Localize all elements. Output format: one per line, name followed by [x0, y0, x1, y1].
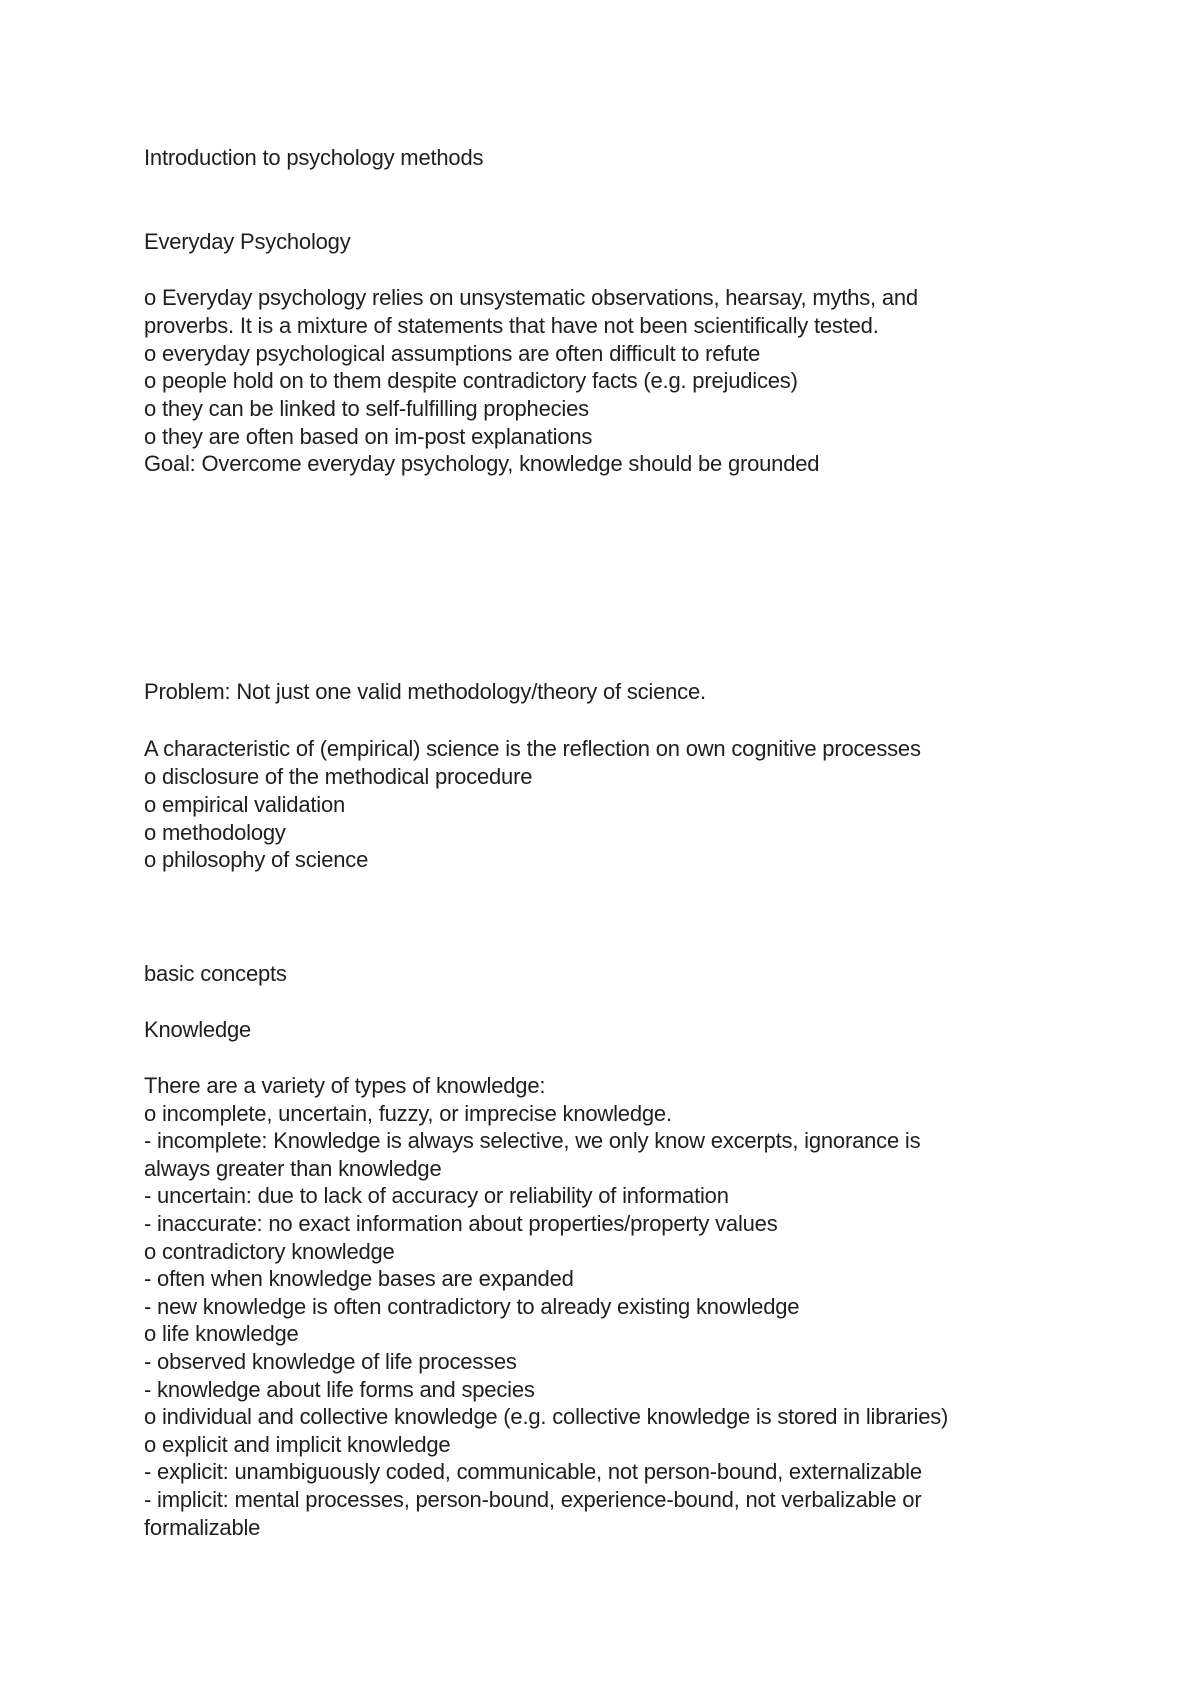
problem-statement: Problem: Not just one valid methodology/theory of science. [144, 679, 706, 704]
document-title: Introduction to psychology methods [144, 145, 484, 170]
text-line: o individual and collective knowledge (e.g. collective knowledge is stored in libraries) [144, 1404, 949, 1429]
text-line: - observed knowledge of life processes [144, 1349, 517, 1374]
text-line: o philosophy of science [144, 847, 369, 872]
section-heading-everyday-psychology: Everyday Psychology [144, 229, 351, 254]
text-line: o Everyday psychology relies on unsystematic observations, hearsay, myths, and [144, 285, 918, 310]
section-heading-basic-concepts: basic concepts [144, 961, 287, 986]
text-line: o they can be linked to self-fulfilling prophecies [144, 396, 589, 421]
subheading-knowledge: Knowledge [144, 1017, 252, 1042]
text-line: - uncertain: due to lack of accuracy or reliability of information [144, 1183, 729, 1208]
text-line: o people hold on to them despite contradictory facts (e.g. prejudices) [144, 368, 798, 393]
text-line: There are a variety of types of knowledge: [144, 1073, 546, 1098]
text-line: o incomplete, uncertain, fuzzy, or imprecise knowledge. [144, 1101, 672, 1126]
text-line: always greater than knowledge [144, 1156, 442, 1181]
text-line: o empirical validation [144, 792, 346, 817]
text-line: o methodology [144, 820, 286, 845]
text-line: o they are often based on im-post explanations [144, 424, 593, 449]
text-line: Goal: Overcome everyday psychology, knowledge should be grounded [144, 451, 820, 476]
text-line: - often when knowledge bases are expanded [144, 1266, 574, 1291]
text-line: formalizable [144, 1515, 261, 1540]
text-line: - new knowledge is often contradictory to already existing knowledge [144, 1294, 800, 1319]
text-line: - inaccurate: no exact information about properties/property values [144, 1211, 778, 1236]
text-line: o life knowledge [144, 1321, 299, 1346]
text-line: A characteristic of (empirical) science is the reflection on own cognitive processes [144, 736, 921, 761]
text-line: - explicit: unambiguously coded, communicable, not person-bound, externalizable [144, 1459, 922, 1484]
text-line: o contradictory knowledge [144, 1239, 395, 1264]
text-line: - implicit: mental processes, person-bound, experience-bound, not verbalizable or [144, 1487, 922, 1512]
text-line: proverbs. It is a mixture of statements that have not been scientifically tested. [144, 313, 879, 338]
text-line: - knowledge about life forms and species [144, 1377, 535, 1402]
text-line: o explicit and implicit knowledge [144, 1432, 451, 1457]
text-line: o everyday psychological assumptions are often difficult to refute [144, 341, 761, 366]
text-line: o disclosure of the methodical procedure [144, 764, 533, 789]
text-line: - incomplete: Knowledge is always selective, we only know excerpts, ignorance is [144, 1128, 921, 1153]
